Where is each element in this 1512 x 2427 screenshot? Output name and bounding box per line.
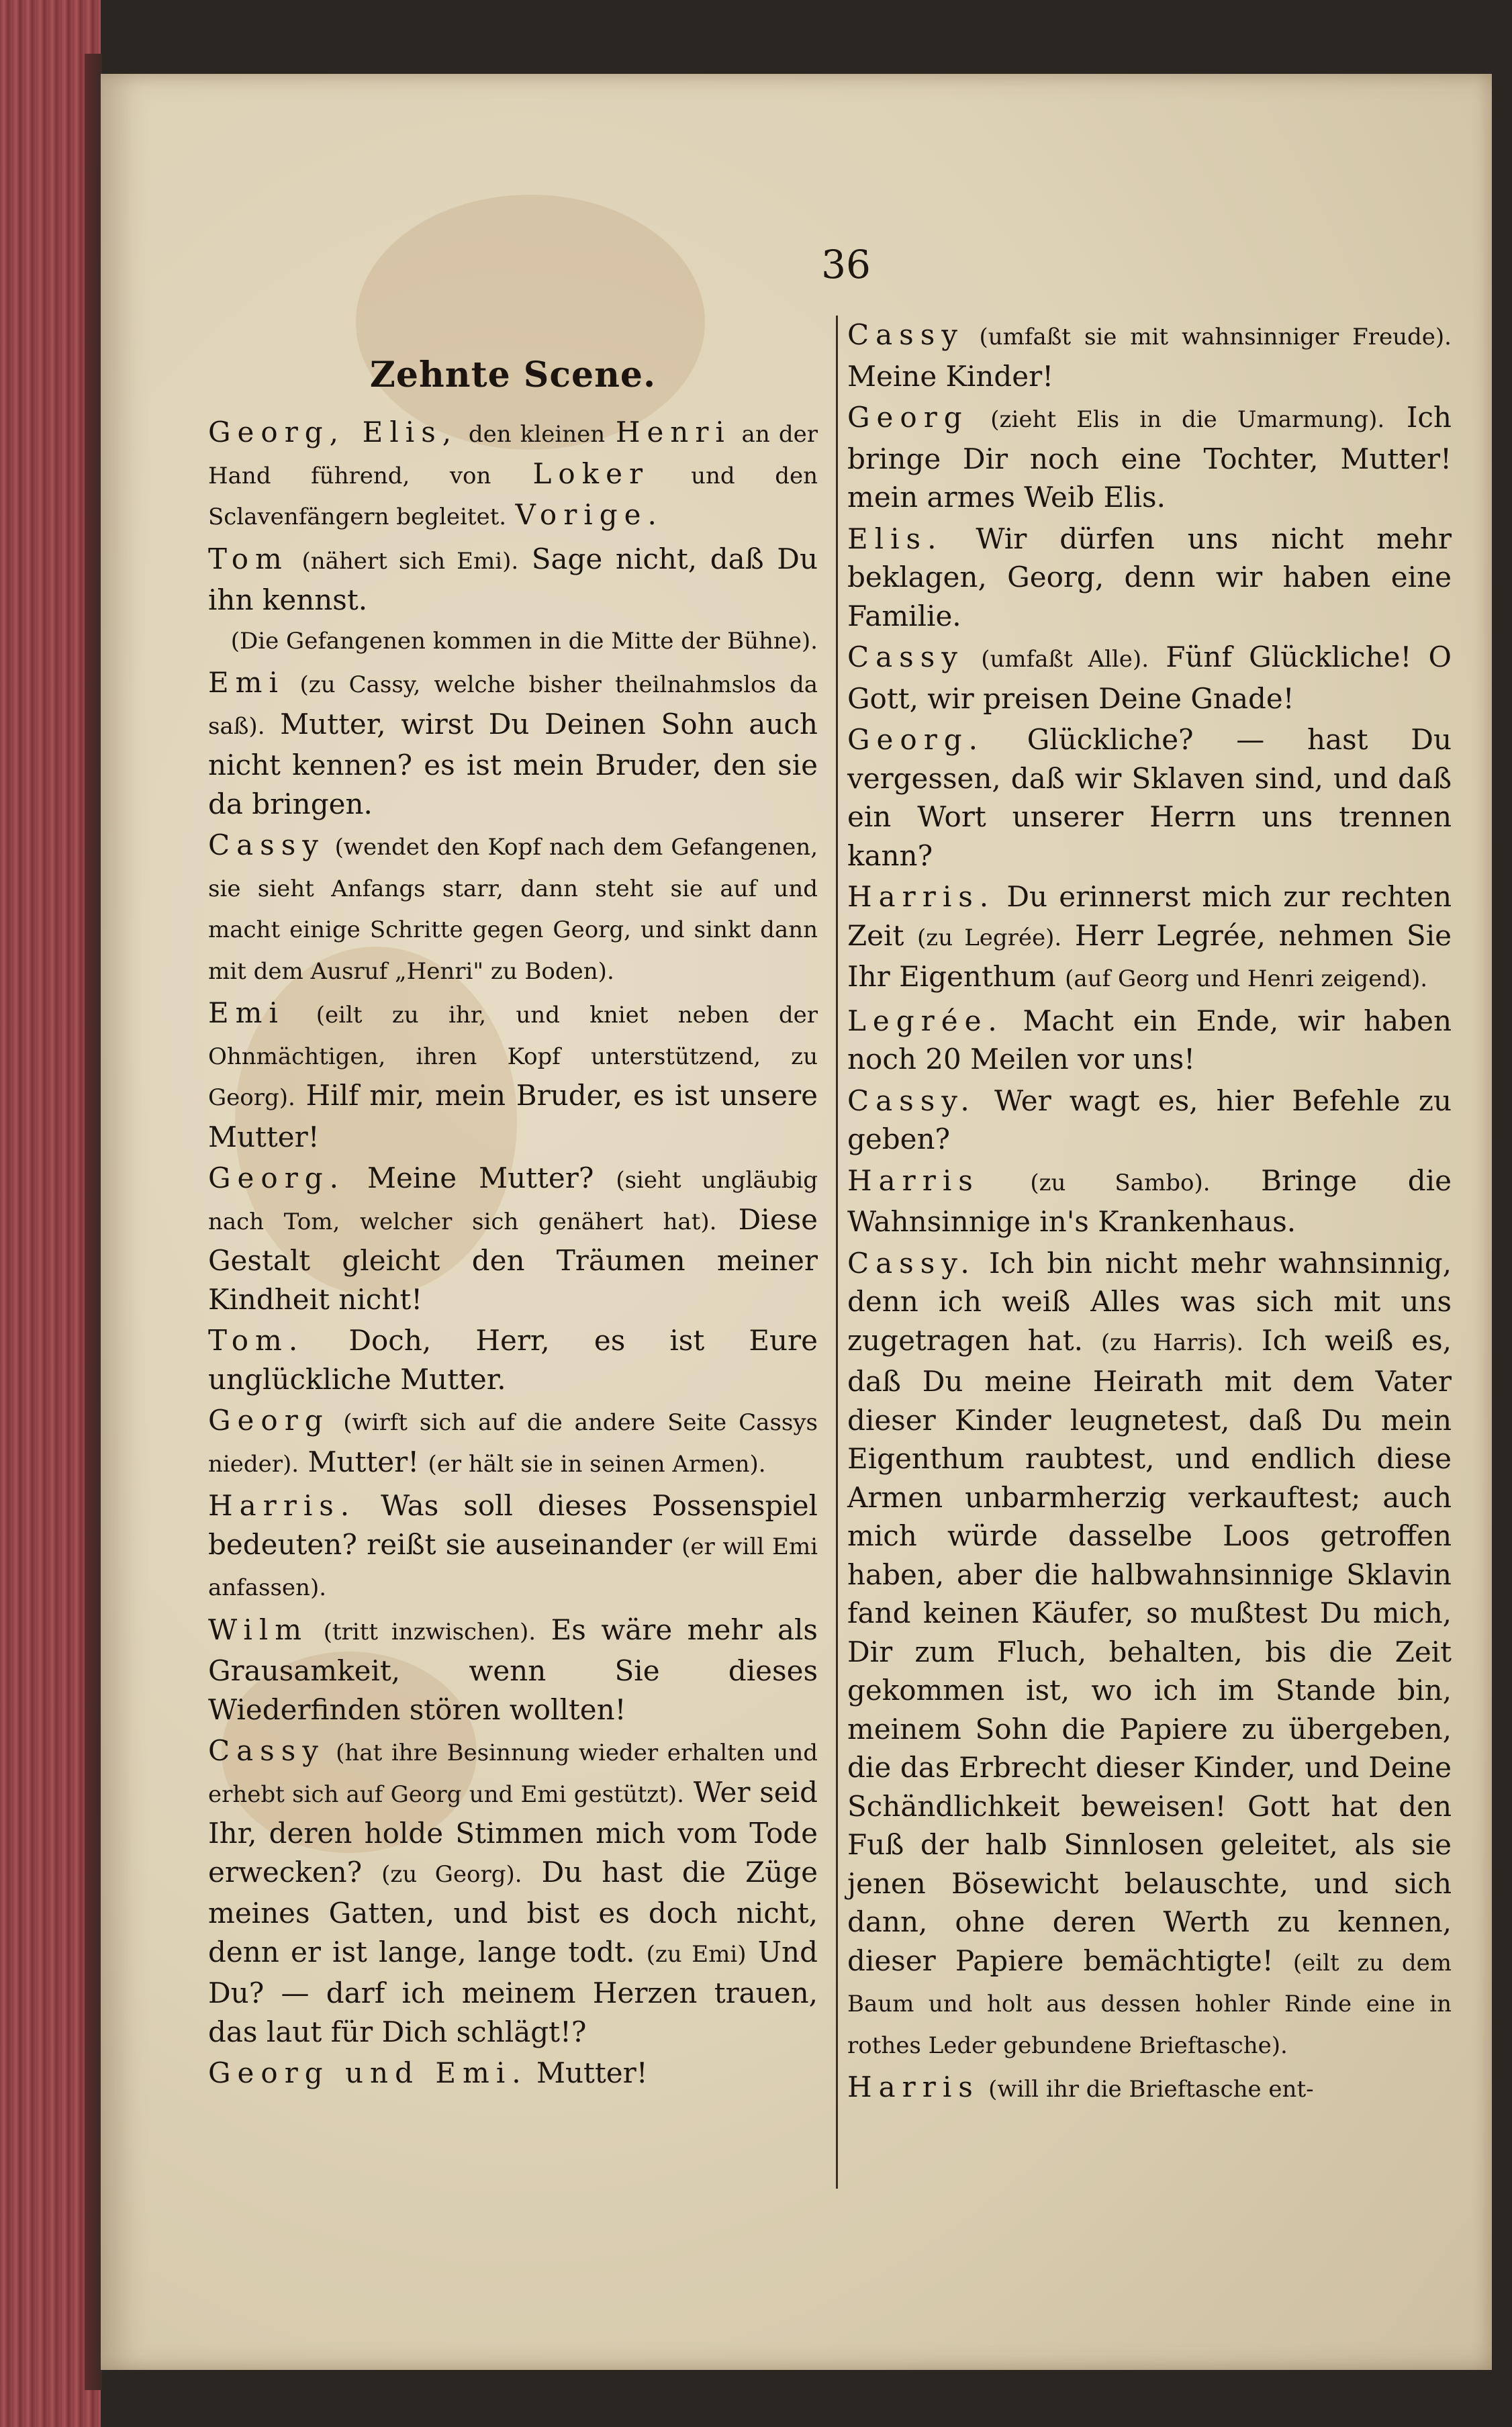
paragraph: Tom. Doch, Herr, es ist Eure unglückliche Mutter. [208,1324,818,1396]
paragraph: Harris. Was soll dieses Possenspiel bedeuten? reißt sie auseinander (er will Emi anfassen). [208,1489,818,1601]
paragraph: Georg und Emi. Mutter! [208,2056,648,2089]
paragraph: Elis. Wir dürfen uns nicht mehr beklagen, Georg, denn wir haben eine Familie. [847,522,1452,632]
paragraph: Cassy (hat ihre Besinnung wieder erhalten und erhebt sich auf Georg und Emi gestützt). Wer seid Ihr, deren holde Stimmen mich vom Tode erwecken? (zu Georg). Du hast die Züge meines Gatten, und bist es doch nicht, denn er ist lange, lange todt. (zu Emi) Und Du? — darf ich meinem Herzen trauen, das laut für Dich schlägt!? [208,1734,818,2048]
paragraph: Cassy (wendet den Kopf nach dem Gefangenen, sie sieht Anfangs starr, dann steht sie auf und macht einige Schritte gegen Georg, und sinkt dann mit dem Ausruf „Henri" zu Boden). [208,828,818,985]
paragraph: Georg. Glückliche? — hast Du vergessen, daß wir Sklaven sind, und daß ein Wort unserer Herrn uns trennen kann? [847,723,1452,872]
paragraph: Georg (wirft sich auf die andere Seite Cassys nieder). Mutter! (er hält sie in seinen Armen). [208,1404,818,1478]
right-column [847,316,1452,2109]
column-divider [836,316,838,2189]
paragraph: Harris. Du erinnerst mich zur rechten Zeit (zu Legrée). Herr Legrée, nehmen Sie Ihr Eigenthum (auf Georg und Henri zeigend). [847,880,1452,993]
paragraph: Cassy (umfaßt sie mit wahnsinniger Freude). Meine Kinder! [847,318,1452,393]
scene-title: Zehnte Scene. [369,354,657,395]
paragraph: Wilm (tritt inzwischen). Es wäre mehr als Grausamkeit, wenn Sie dieses Wiederfinden stören wollten! [208,1613,818,1726]
paragraph: Harris (zu Sambo). Bringe die Wahnsinnige in's Krankenhaus. [847,1163,1452,1238]
page-number: 36 [821,242,871,287]
paragraph: Cassy. Ich bin nicht mehr wahnsinnig, denn ich weiß Alles was sich mit uns zugetragen hat. (zu Harris). Ich weiß es, daß Du meine Heirath mit dem Vater dieser Kinder leugnetest, daß Du mein Eigenthum raubtest, und endlich diese Armen unbarmherzig verkauftest; auch mich würde dasselbe Loos getroffen haben, aber die halbwahnsinnige Sklavin fand keinen Käufer, so mußtest Du mich, Dir zum Fluch, behalten, bis die Zeit gekommen ist, wo ich im Stande bin, meinem Sohn die Papiere zu übergeben, die das Erbrecht dieser Kinder, und Deine Schändlichkeit beweisen! Gott hat den Fuß der halb Sinnlosen geleitet, als sie jenen Bösewicht belauschte, und sich dann, ohne deren Werth zu kennen, dieser Papiere bemächtigte! (eilt zu dem Baum und holt aus dessen hohler Rinde eine in rothes Leder gebundene Brieftasche). [847,1246,1452,2059]
paragraph: Georg (zieht Elis in die Umarmung). Ich bringe Dir noch eine Tochter, Mutter! mein armes Weib Elis. [847,401,1452,514]
left-column [208,316,818,2093]
paragraph: Harris (will ihr die Brieftasche ent- [847,2071,1314,2103]
paragraph: Georg, Elis, den kleinen Henri an der Hand führend, von Loker und den Sclavenfängern begleitet. Vorige. [208,416,818,531]
paragraph: Emi (eilt zu ihr, und kniet neben der Ohnmächtigen, ihren Kopf unterstützend, zu Georg). Hilf mir, mein Bruder, es ist unsere Mutter! [208,996,818,1153]
paragraph: Georg. Meine Mutter? (sieht ungläubig nach Tom, welcher sich genähert hat). Diese Gestalt gleicht den Träumen meiner Kindheit nicht! [208,1161,818,1316]
paragraph: Emi (zu Cassy, welche bisher theilnahmslos da saß). Mutter, wirst Du Deinen Sohn auch nicht kennen? es ist mein Bruder, den sie da bringen. [208,666,818,820]
paragraph: Tom (nähert sich Emi). Sage nicht, daß Du ihn kennst. [208,542,818,616]
paragraph: Legrée. Macht ein Ende, wir haben noch 20 Meilen vor uns! [847,1004,1452,1076]
book-gutter [85,54,102,2390]
stage-direction: (Die Gefangenen kommen in die Mitte der Bühne). [230,627,818,655]
paragraph: Cassy (umfaßt Alle). Fünf Glückliche! O Gott, wir preisen Deine Gnade! [847,640,1452,715]
paragraph: Cassy. Wer wagt es, hier Befehle zu geben? [847,1084,1452,1155]
